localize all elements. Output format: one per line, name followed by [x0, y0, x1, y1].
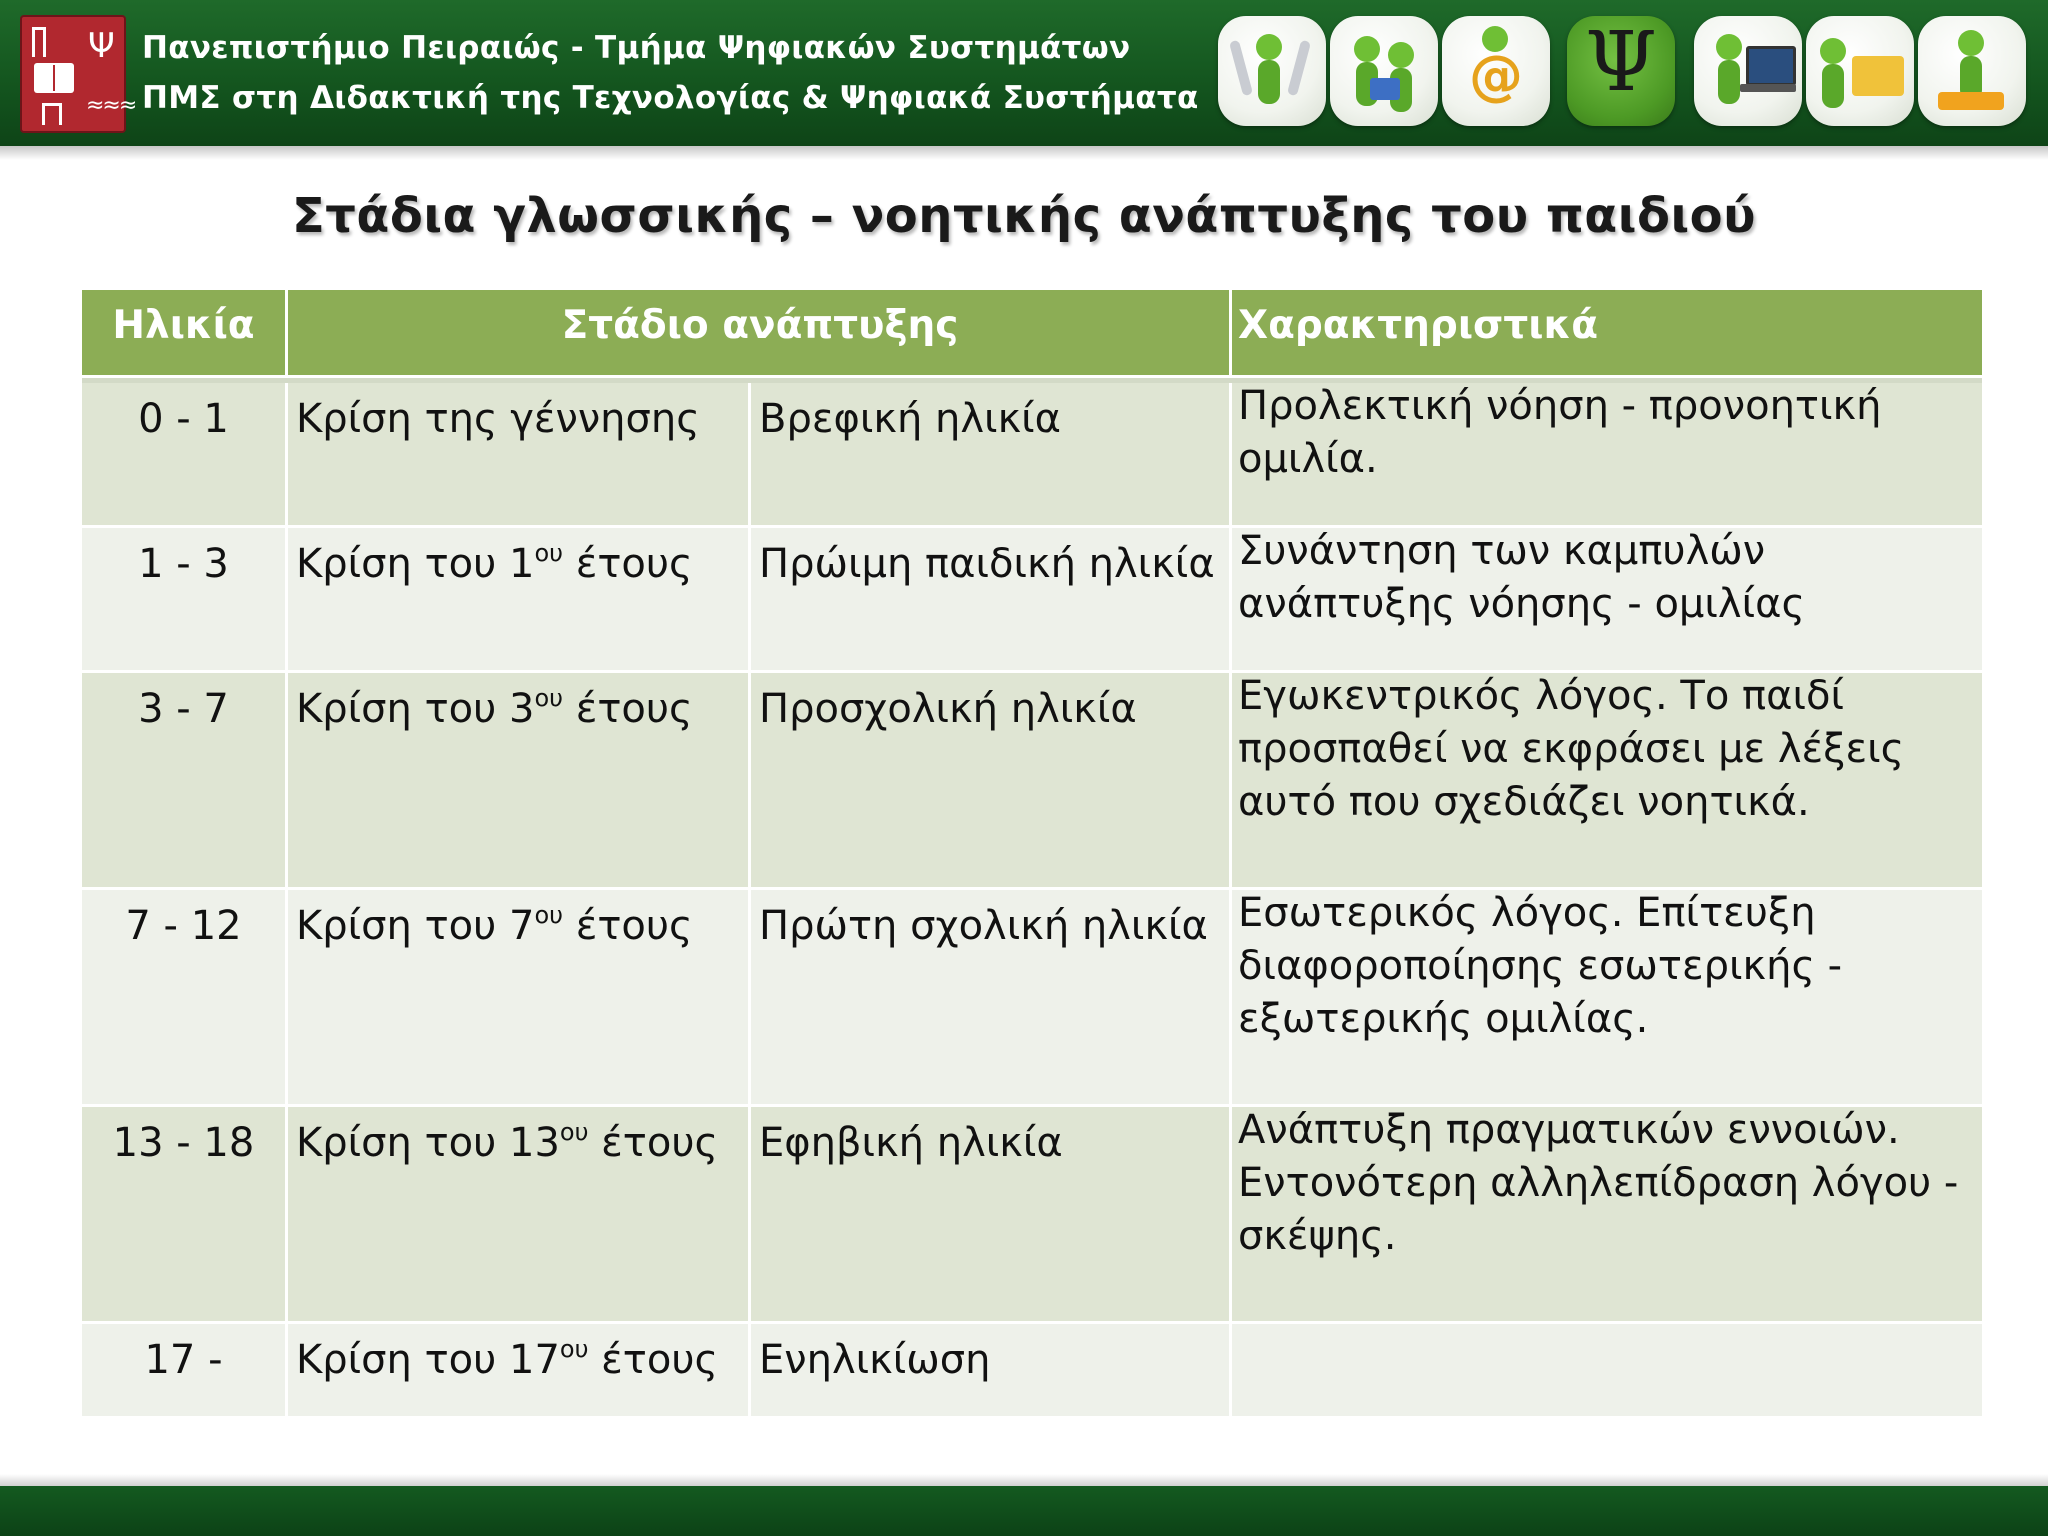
age-cell: 1 - 3: [138, 541, 229, 587]
header-cell-stage: Στάδιο ανάπτυξης: [288, 290, 1232, 378]
crisis-cell: Κρίση του $17^{o\upsilon}$ έτους: [296, 1335, 718, 1383]
table-row: [82, 528, 1982, 673]
logo-base-shape: [42, 103, 62, 125]
stage-cell: Πρώτη σχολική ηλικία: [759, 903, 1208, 949]
header-band: [0, 0, 2048, 146]
stage-cell: Εφηβική ηλικία: [759, 1120, 1063, 1166]
figure-with-pen-icon: [1218, 16, 1326, 126]
age-cell: 3 - 7: [138, 686, 229, 732]
traits-cell: Ανάπτυξη πραγματικών εννοιών. Εντονότερη αλληλεπίδραση λόγου - σκέψης.: [1238, 1107, 1959, 1259]
footer-shadow: [0, 1474, 2048, 1486]
figures-reading-icon: [1330, 16, 1438, 126]
logo-waves-icon: ≈≈≈: [86, 93, 136, 118]
table-row: [82, 890, 1982, 1107]
traits-cell: Εγωκεντρικός λόγος. Το παιδί προσπαθεί να εκφράσει με λέξεις αυτό που σχεδιάζει νοητικά.: [1238, 673, 1905, 825]
crisis-cell: Κρίση της γέννησης: [296, 396, 700, 442]
header-program-line: ΠΜΣ στη Διδακτική της Τεχνολογίας & Ψηφιακά Συστήματα: [142, 80, 1199, 116]
logo-book-shape: [34, 63, 74, 93]
stage-cell: Πρώιμη παιδική ηλικία: [759, 541, 1215, 587]
table-row: [82, 673, 1982, 890]
figure-puzzle-icon: [1918, 16, 2026, 126]
age-cell: 7 - 12: [125, 903, 242, 949]
figure-at-sign-icon: @: [1442, 16, 1550, 126]
crisis-cell: Κρίση του $1^{o\upsilon}$ έτους: [296, 539, 693, 587]
traits-cell-empty: [1232, 1324, 1982, 1416]
crisis-cell: Κρίση του $3^{o\upsilon}$ έτους: [296, 684, 693, 732]
traits-cell: Εσωτερικός λόγος. Επίτευξη διαφοροποίησης εσωτερικής - εξωτερικής ομιλίας.: [1238, 890, 1843, 1042]
stage-cell: Προσχολική ηλικία: [759, 686, 1137, 732]
footer-band: [0, 1486, 2048, 1536]
table-row: [82, 383, 1982, 528]
traits-cell: Προλεκτική νόηση - προνοητική ομιλία.: [1238, 383, 1882, 482]
traits-cell: Συνάντηση των καμπυλών ανάπτυξης νόησης - ομιλίας: [1238, 528, 1805, 627]
header-shadow: [0, 146, 2048, 160]
logo-column-shape: [32, 27, 46, 57]
crisis-cell: Κρίση του $7^{o\upsilon}$ έτους: [296, 901, 693, 949]
university-logo: [20, 15, 136, 133]
age-cell: 13 - 18: [112, 1120, 255, 1166]
header-university-line: Πανεπιστήμιο Πειραιώς - Τμήμα Ψηφιακών Συστημάτων: [142, 30, 1131, 66]
table-header-row: [82, 290, 1982, 378]
age-cell: 0 - 1: [138, 396, 229, 442]
slide-title: Στάδια γλωσσικής – νοητικής ανάπτυξης του παιδιού: [291, 188, 1757, 244]
crisis-cell: Κρίση του $13^{o\upsilon}$ έτους: [296, 1118, 718, 1166]
table-row: [82, 1324, 1982, 1416]
figure-folder-icon: [1806, 16, 1914, 126]
stage-cell: Ενηλικίωση: [759, 1337, 991, 1383]
table-row: [82, 1107, 1982, 1324]
figure-laptop-icon: [1694, 16, 1802, 126]
age-cell: 17 -: [144, 1337, 223, 1383]
header-cell-traits: Χαρακτηριστικά: [1232, 290, 1982, 378]
stage-cell: Βρεφική ηλικία: [759, 396, 1062, 442]
psi-head-icon: Ψ: [1567, 16, 1675, 126]
logo-trident-icon: Ψ: [88, 26, 115, 66]
header-cell-age: Ηλικία: [82, 290, 288, 378]
